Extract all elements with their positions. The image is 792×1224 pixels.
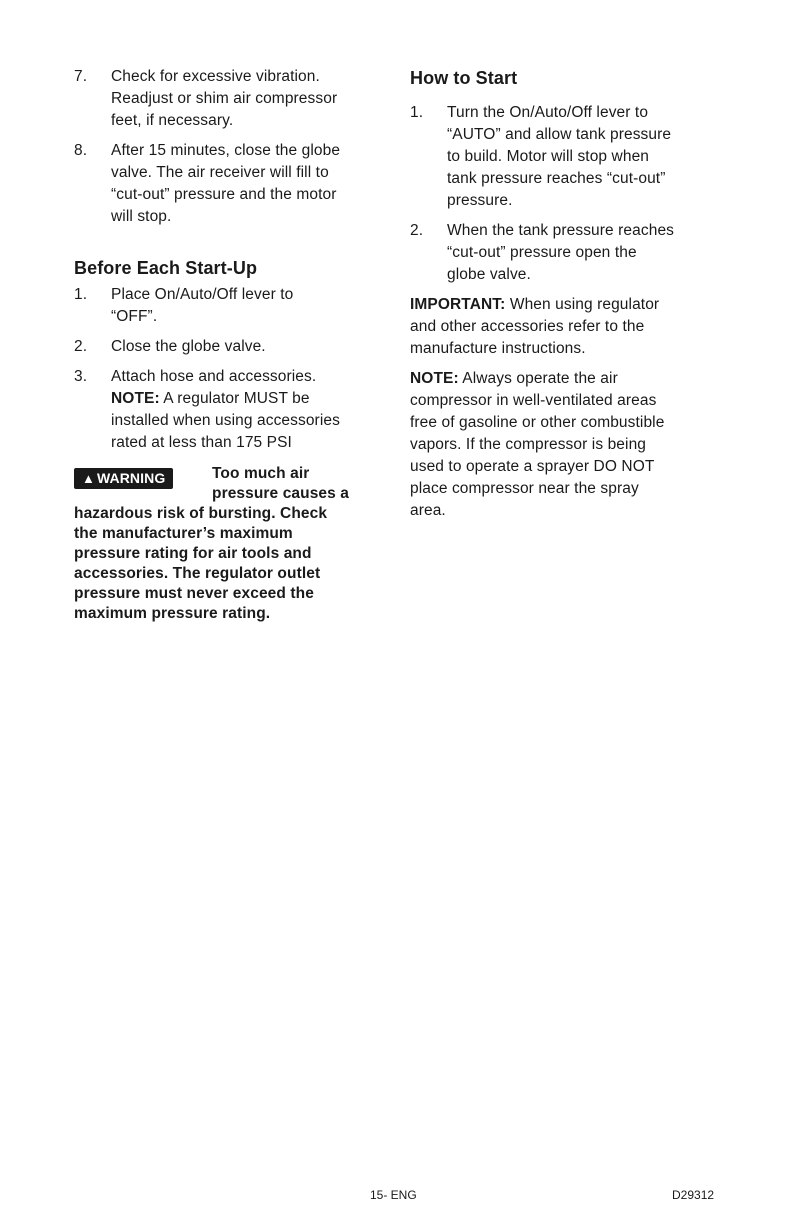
step-number: 2. — [410, 222, 424, 239]
document-code: D29312 — [672, 1188, 715, 1202]
text-line: Place On/Auto/Off lever to — [111, 286, 294, 303]
text-line: Readjust or shim air compressor — [111, 90, 338, 107]
text-line: “AUTO” and allow tank pressure — [447, 126, 672, 143]
note-label: NOTE: — [410, 370, 459, 387]
text-line: Too much air — [212, 465, 310, 482]
warning-badge — [74, 468, 173, 489]
right-column — [410, 66, 722, 522]
text-line: Turn the On/Auto/Off lever to — [447, 104, 649, 121]
text-line: free of gasoline or other combustible — [410, 414, 665, 431]
text-line: hazardous risk of bursting. Check — [74, 505, 328, 522]
text-line: A regulator MUST be — [159, 390, 310, 407]
note-paragraph — [410, 368, 722, 522]
text-line: Check for excessive vibration. — [111, 68, 320, 85]
text-line: area. — [410, 502, 446, 519]
text-line: to build. Motor will stop when — [447, 148, 650, 165]
text-line: pressure causes a — [212, 485, 349, 502]
text-line: When the tank pressure reaches — [447, 222, 675, 239]
warning-label: WARNING — [96, 470, 166, 486]
important-paragraph — [410, 294, 722, 360]
text-line: manufacture instructions. — [410, 340, 586, 357]
section-heading-how-to-start: How to Start — [410, 68, 518, 88]
text-line: maximum pressure rating. — [74, 605, 271, 622]
text-line: vapors. If the compressor is being — [410, 436, 647, 453]
text-line: and other accessories refer to the — [410, 318, 645, 335]
text-line: tank pressure reaches “cut-out” — [447, 170, 666, 187]
warning-triangle-icon: ▲ — [82, 471, 95, 486]
text-line: When using regulator — [505, 296, 660, 313]
start-step-2 — [410, 220, 722, 286]
text-line: place compressor near the spray — [410, 480, 639, 497]
step-7 — [74, 66, 384, 132]
text-line: Close the globe valve. — [111, 338, 266, 355]
note-line — [111, 388, 384, 410]
before-step-1 — [74, 284, 384, 328]
text-line: valve. The air receiver will fill to — [111, 164, 329, 181]
step-number: 1. — [74, 286, 88, 303]
step-number: 2. — [74, 338, 88, 355]
text-line: After 15 minutes, close the globe — [111, 142, 341, 159]
text-line: globe valve. — [447, 266, 531, 283]
text-line: pressure rating for air tools and — [74, 545, 312, 562]
page-number: 15- ENG — [370, 1188, 417, 1202]
important-label: IMPORTANT: — [410, 296, 506, 313]
text-line: Always operate the air — [458, 370, 618, 387]
text-line: rated at less than 175 PSI — [111, 434, 292, 451]
left-column — [74, 66, 384, 624]
text-line: Attach hose and accessories. — [111, 368, 317, 385]
step-number: 3. — [74, 368, 88, 385]
before-step-3 — [74, 366, 384, 454]
text-line: will stop. — [111, 208, 172, 225]
text-line: used to operate a sprayer DO NOT — [410, 458, 655, 475]
step-number: 7. — [74, 68, 88, 85]
text-line: the manufacturer’s maximum — [74, 525, 293, 542]
section-heading-before-start-up: Before Each Start-Up — [74, 258, 258, 278]
text-line: compressor in well-ventilated areas — [410, 392, 657, 409]
step-8 — [74, 140, 384, 228]
important-line — [410, 294, 722, 316]
text-line: pressure must never exceed the — [74, 585, 314, 602]
note-label: NOTE: — [111, 390, 160, 407]
before-step-2 — [74, 336, 384, 358]
text-line: “cut-out” pressure and the motor — [111, 186, 337, 203]
step-number: 1. — [410, 104, 424, 121]
text-line: feet, if necessary. — [111, 112, 234, 129]
text-line: pressure. — [447, 192, 513, 209]
start-step-1 — [410, 102, 722, 212]
text-line: installed when using accessories — [111, 412, 340, 429]
warning-block — [74, 464, 384, 624]
text-line: “OFF”. — [111, 308, 158, 325]
text-line: accessories. The regulator outlet — [74, 565, 321, 582]
step-number: 8. — [74, 142, 88, 159]
text-line: “cut-out” pressure open the — [447, 244, 637, 261]
note-line — [410, 368, 722, 390]
